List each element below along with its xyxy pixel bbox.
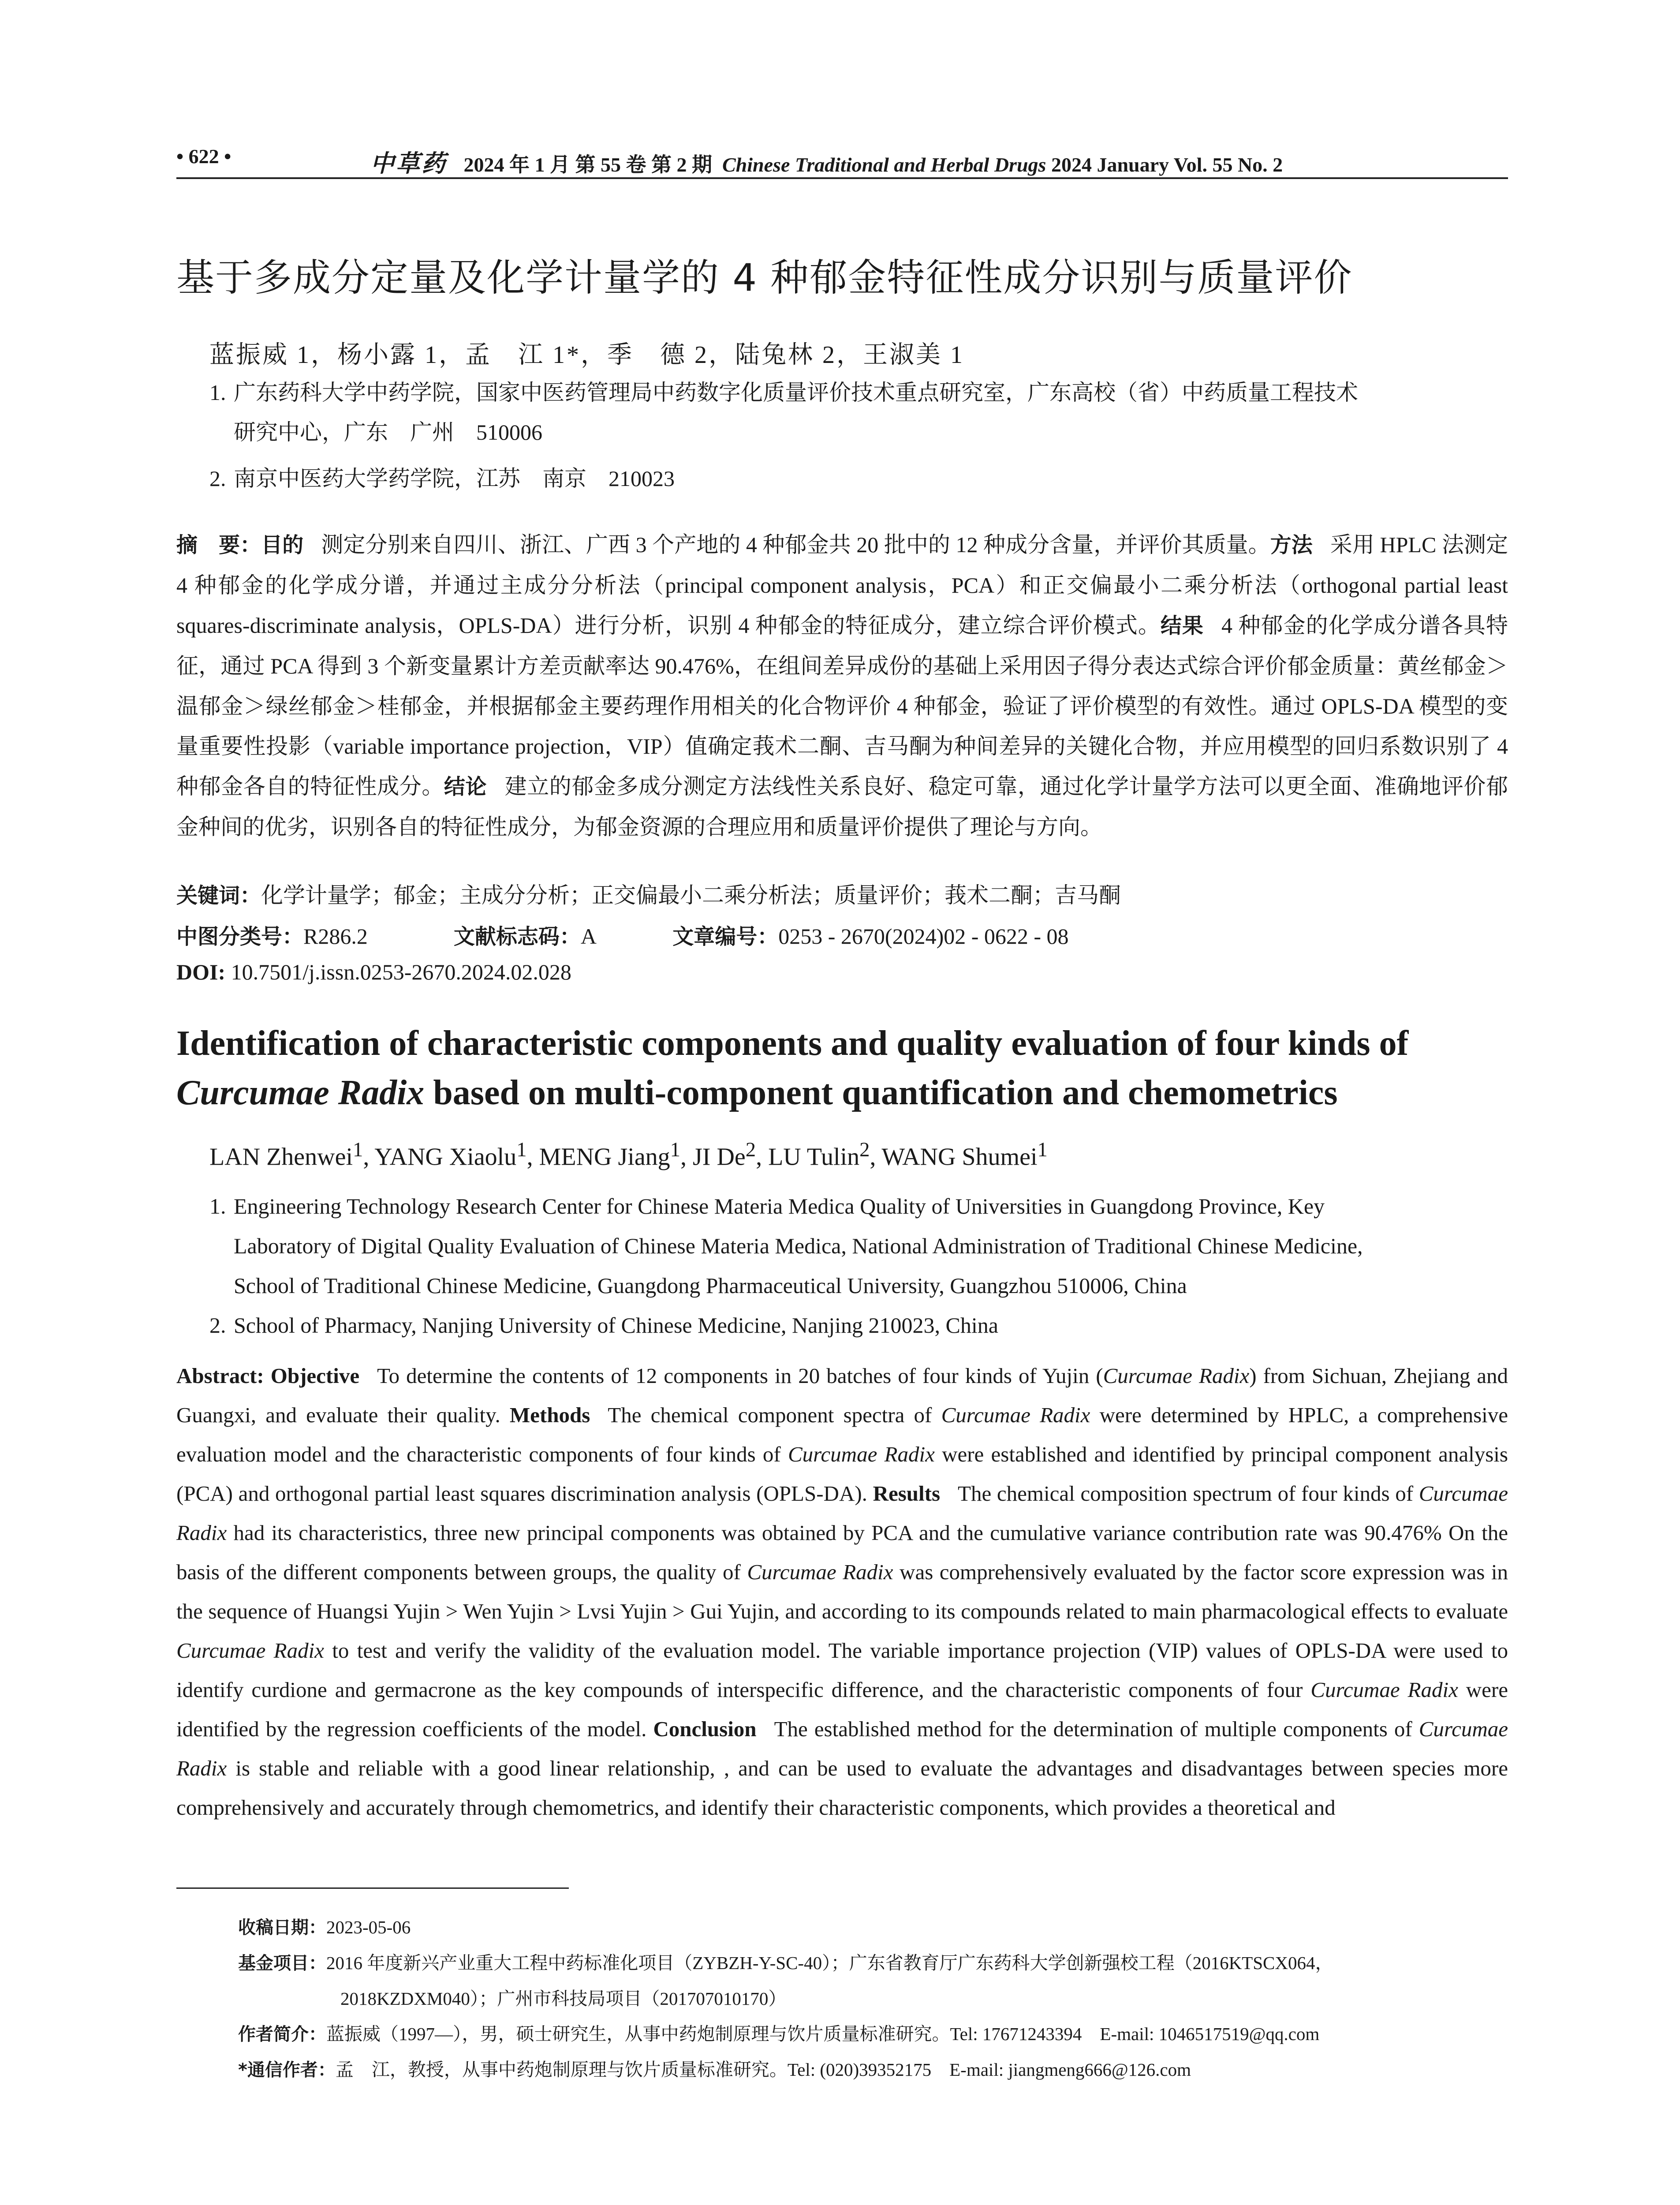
received-value: 2023-05-06	[326, 1917, 411, 1937]
doc-code-value: A	[580, 924, 596, 949]
author-name: WANG Shumei	[881, 1143, 1038, 1171]
author-sup: 1	[1037, 1138, 1048, 1161]
results-label: 结果	[1160, 613, 1204, 638]
author-sup: 1	[353, 1138, 363, 1161]
author-sup: 2	[745, 1138, 756, 1161]
objective-text: 测定分别来自四川、浙江、广西 3 个产地的 4 种郁金共 20 批中的 12 种成分含量，并评价其质量。	[321, 532, 1270, 557]
author-bio	[238, 2016, 1508, 2052]
affil-line: School of Traditional Chinese Medicine, Guangdong Pharmaceutical University, Guangzhou 510006, China	[234, 1273, 1187, 1298]
objective-text: ) from Sichuan, Zhejiang and Guangxi, and evaluate their quality.	[176, 1364, 1508, 1427]
species-name: Curcumae Radix	[1310, 1678, 1458, 1702]
author-sup: 1	[670, 1138, 680, 1161]
corr-label: *通信作者：	[238, 2060, 336, 2080]
doi-value: 10.7501/j.issn.0253-2670.2024.02.028	[231, 960, 571, 984]
results-text: was comprehensively evaluated by the factor score expression was in the sequence of Huangsi Yujin > Wen Yujin > Lvsi Yujin > Gui Yujin, and according to its compounds related to main pharmacological effects to evaluate	[176, 1560, 1508, 1623]
cn-title: 基于多成分定量及化学计量学的 4 种郁金特征性成分识别与质量评价	[176, 256, 1353, 300]
classification-line	[176, 919, 1069, 950]
doc-code-label: 文献标志码：	[453, 924, 581, 949]
footnote-divider	[176, 1887, 569, 1889]
journal-logo: 中草药	[370, 149, 447, 177]
conclusion-text: The established method for the determination of multiple components of	[774, 1717, 1419, 1741]
results-text: had its characteristics, three new principal components was obtained by PCA and the cumulative variance contribution rate was 90.476% On the basis of the different components between groups, the quality of	[176, 1521, 1508, 1584]
corresponding-author	[238, 2052, 1508, 2088]
article-no-value: 0253 - 2670(2024)02 - 0622 - 08	[778, 924, 1069, 949]
issue-en: 2024 January Vol. 55 No. 2	[1051, 153, 1283, 176]
keywords-label: 关键词：	[176, 883, 261, 908]
methods-text: were determined by HPLC, a comprehensive evaluation model and the characteristic components of four kinds of	[176, 1403, 1508, 1466]
author-bio-text: 蓝振威（1997—），男，硕士研究生，从事中药炮制原理与饮片质量标准研究。Tel: 17671243394 E-mail: 1046517519@qq.com	[326, 2024, 1320, 2044]
results-text: 4 种郁金的化学成分谱各具特征，通过 PCA 得到 3 个新变量累计方差贡献率达 90.476%，在组间差异成份的基础上采用因子得分表达式综合评价郁金质量：黄丝郁金＞温郁金＞绿丝郁金＞桂郁金，并根据郁金主要药理作用相关的化合物评价 4 种郁金，验证了评价模型的有效性。通过 OPLS-DA 模型的变量重要性投影（variable importance projection，VIP）值确定莪术二酮、吉马酮为种间差异的关键化合物，并应用模型的回归系数识别了 4 种郁金各自的特征性成分。	[176, 613, 1508, 799]
en-title	[176, 1019, 1508, 1117]
results-text: The chemical composition spectrum of four kinds of	[958, 1481, 1419, 1506]
en-affiliation-2	[209, 1305, 1508, 1345]
received-date	[238, 1910, 1508, 1945]
author-name: JI De	[693, 1143, 746, 1171]
doi-label: DOI:	[176, 960, 226, 984]
methods-text: 采用 HPLC 法测定 4 种郁金的化学成分谱，并通过主成分分析法（principal component analysis，PCA）和正交偏最小二乘分析法（orthogonal partial least squares-discriminate analysis，OPLS-DA）进行分析，识别 4 种郁金的特征成分，建立综合评价模式。	[176, 532, 1508, 638]
page-number: • 622 •	[176, 145, 231, 168]
affil-line: Engineering Technology Research Center for Chinese Materia Medica Quality of Universities in Guangdong Province, Key	[234, 1194, 1325, 1218]
en-title-part1: Identification of characteristic components and quality evaluation of four kinds of	[176, 1024, 1409, 1063]
doi-line	[176, 959, 571, 985]
cn-affiliation-2	[209, 459, 675, 498]
fund-info	[238, 1945, 1508, 1981]
species-name: Curcumae Radix	[176, 1717, 1508, 1780]
cn-abstract	[176, 525, 1508, 847]
objective-label: Objective	[270, 1364, 360, 1388]
author-name: MENG Jiang	[539, 1143, 670, 1171]
cn-authors: 蓝振威 1，杨小露 1，孟 江 1*，季 德 2，陆兔林 2，王淑美 1	[209, 341, 964, 369]
species-name: Curcumae Radix	[176, 1638, 324, 1663]
journal-line	[370, 145, 1283, 179]
conclusion-text: 建立的郁金多成分测定方法线性关系良好、稳定可靠，通过化学计量学方法可以更全面、准确地评价郁金种间的优劣，识别各自的特征性成分，为郁金资源的合理应用和质量评价提供了理论与方向。	[176, 774, 1508, 839]
received-label: 收稿日期：	[238, 1917, 326, 1938]
en-title-italic: Curcumae Radix	[176, 1073, 425, 1112]
author-name: LU Tulin	[768, 1143, 860, 1171]
affil-number: 1.	[209, 380, 226, 405]
affil-line: 研究中心，广东 广州 510006	[234, 420, 542, 445]
species-name: Curcumae Radix	[747, 1560, 893, 1584]
species-name: Curcumae Radix	[941, 1403, 1090, 1427]
objective-label: 目的	[261, 533, 304, 557]
keywords	[176, 878, 1121, 909]
keywords-text: 化学计量学；郁金；主成分分析；正交偏最小二乘分析法；质量评价；莪术二酮；吉马酮	[261, 883, 1121, 908]
conclusion-text: is stable and reliable with a good linear relationship, , and can be used to evaluate the advantages and disadvantages between species more comprehensively and accurately through chemometrics, and identify their characteristic components, which provides a theoretical and	[176, 1756, 1508, 1820]
affil-line: 南京中医药大学药学院，江苏 南京 210023	[234, 466, 675, 491]
en-affiliation-1	[209, 1186, 1508, 1305]
corr-text: 孟 江，教授，从事中药炮制原理与饮片质量标准研究。Tel: (020)39352175 E-mail: jiangmeng666@126.com	[335, 2059, 1191, 2080]
methods-label: 方法	[1270, 533, 1313, 557]
conclusion-label: Conclusion	[653, 1717, 757, 1741]
footnotes	[238, 1910, 1508, 2088]
fund-info-cont	[238, 1981, 1508, 2016]
methods-text: were established and identified by principal component analysis (PCA) and orthogonal partial least squares discrimination analysis (OPLS-DA).	[176, 1442, 1508, 1506]
conclusion-label: 结论	[444, 774, 487, 799]
author-bio-label: 作者简介：	[238, 2024, 326, 2044]
en-abstract	[176, 1356, 1508, 1827]
results-text: were identified by the regression coefficients of the model.	[176, 1678, 1508, 1741]
methods-label: Methods	[509, 1403, 590, 1427]
author-sup: 1	[516, 1138, 527, 1161]
running-header	[176, 140, 1508, 179]
results-text: to test and verify the validity of the evaluation model. The variable importance projection (VIP) values of OPLS-DA were used to identify curdione and germacrone as the key compounds of interspecific difference, and the characteristic components of four	[176, 1638, 1508, 1702]
abstract-label: Abstract:	[176, 1364, 264, 1388]
author-sup: 2	[859, 1138, 870, 1161]
en-authors: LAN Zhenwei$^1$, YANG Xiaolu$^1$, MENG Jiang$^1$, JI De$^2$, LU Tulin$^2$, WANG Shumei$^1$	[209, 1138, 1048, 1171]
issue-cn: 2024 年 1 月 第 55 卷 第 2 期	[463, 153, 712, 176]
author-name: YANG Xiaolu	[374, 1143, 517, 1171]
affil-number: 2.	[209, 1313, 226, 1338]
objective-text: To determine the contents of 12 components in 20 batches of four kinds of Yujin (	[377, 1364, 1103, 1388]
affil-number: 1.	[209, 1194, 226, 1218]
fund-label: 基金项目：	[238, 1953, 326, 1973]
article-no-label: 文章编号：	[672, 924, 779, 949]
en-title-part2: based on multi-component quantification and chemometrics	[424, 1073, 1338, 1112]
clc-label: 中图分类号：	[176, 924, 304, 949]
results-label: Results	[873, 1481, 941, 1506]
species-name: Curcumae Radix	[176, 1481, 1508, 1545]
affil-line: 广东药科大学中药学院，国家中医药管理局中药数字化质量评价技术重点研究室，广东高校（省）中药质量工程技术	[234, 380, 1358, 405]
cn-affiliation-1	[209, 373, 1358, 452]
species-name: Curcumae Radix	[1103, 1364, 1250, 1388]
journal-en: Chinese Traditional and Herbal Drugs	[722, 153, 1046, 176]
affil-line: Laboratory of Digital Quality Evaluation of Chinese Materia Medica, National Administration of Traditional Chinese Medicine,	[234, 1233, 1363, 1258]
affil-number: 2.	[209, 466, 226, 491]
abstract-label: 摘 要：	[176, 533, 261, 557]
author-name: LAN Zhenwei	[209, 1143, 353, 1171]
affil-line: School of Pharmacy, Nanjing University of Chinese Medicine, Nanjing 210023, China	[234, 1313, 998, 1338]
methods-text: The chemical component spectra of	[608, 1403, 941, 1427]
species-name: Curcumae Radix	[788, 1442, 935, 1466]
fund-line: 2016 年度新兴产业重大工程中药标准化项目（ZYBZH-Y-SC-40）；广东省教育厅广东药科大学创新强校工程（2016KTSCX064，	[326, 1953, 1333, 1973]
clc-value: R286.2	[303, 924, 368, 949]
fund-line: 2018KZDXM040）；广州市科技局项目（201707010170）	[340, 1988, 787, 2009]
